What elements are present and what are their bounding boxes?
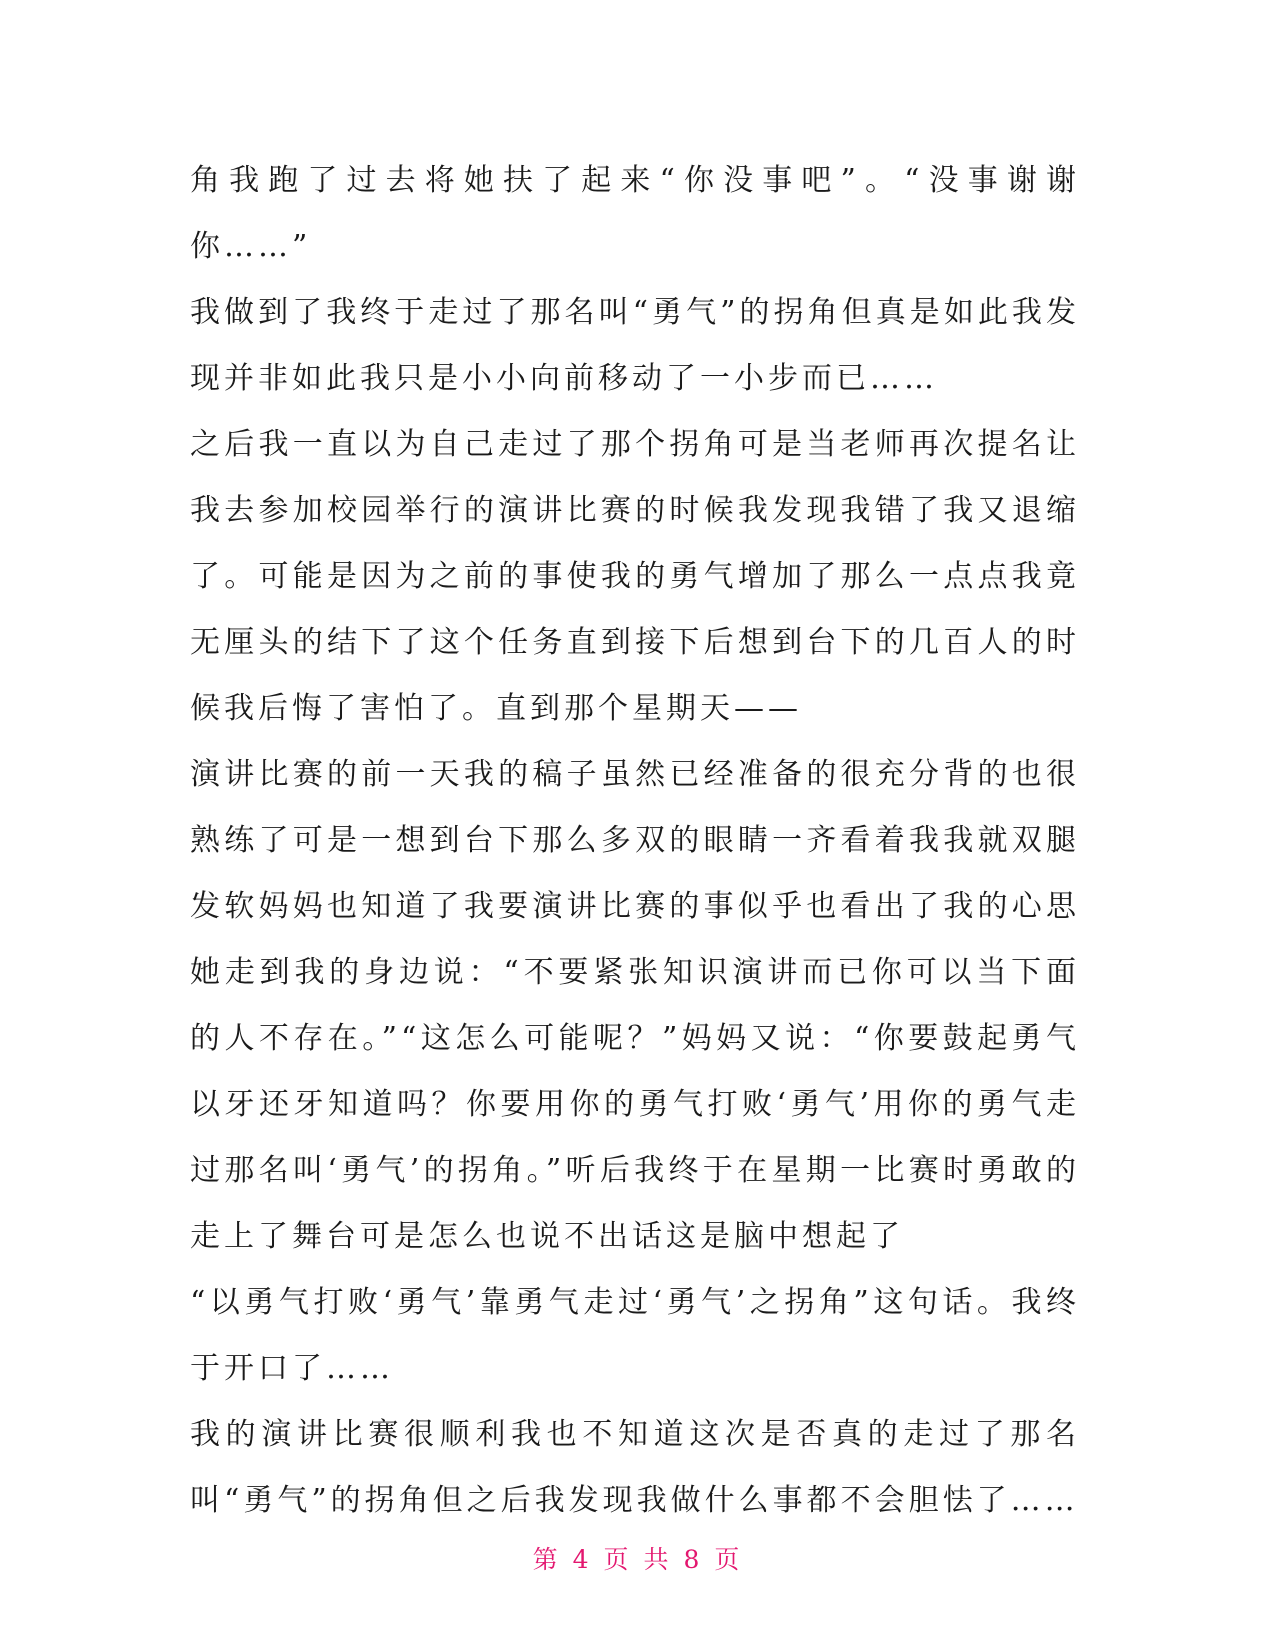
document-body	[190, 148, 1080, 1534]
paragraph-3: 之后我一直以为自己走过了那个拐角可是当老师再次提名让我去参加校园举行的演讲比赛的时候我发现我错了我又退缩了。可能是因为之前的事使我的勇气增加了那么一点点我竟无厘头的结下了这个任务直到接下后想到台下的几百人的时候我后悔了害怕了。直到那个星期天——	[190, 427, 1080, 726]
paragraph-5: “以勇气打败‘勇气’靠勇气走过‘勇气’之拐角”这句话。我终于开口了……	[190, 1285, 1080, 1386]
paragraph-2: 我做到了我终于走过了那名叫“勇气”的拐角但真是如此我发现并非如此我只是小小向前移动了一小步而已……	[190, 295, 1080, 396]
paragraph-1: 角我跑了过去将她扶了起来“你没事吧”。“没事谢谢你……”	[190, 163, 1080, 264]
footer-page-number: 4	[572, 1545, 592, 1574]
footer-ye-2: 页	[714, 1545, 743, 1574]
paragraph-6: 我的演讲比赛很顺利我也不知道这次是否真的走过了那名叫“勇气”的拐角但之后我发现我做什么事都不会胆怯了……	[190, 1417, 1080, 1518]
footer-di: 第	[532, 1545, 561, 1574]
page-footer	[0, 1540, 1275, 1576]
footer-total-pages: 8	[683, 1545, 703, 1574]
paragraph-4: 演讲比赛的前一天我的稿子虽然已经准备的很充分背的也很熟练了可是一想到台下那么多双的眼睛一齐看着我我就双腿发软妈妈也知道了我要演讲比赛的事似乎也看出了我的心思她走到我的身边说：“不要紧张知识演讲而已你可以当下面的人不存在。”“这怎么可能呢？”妈妈又说：“你要鼓起勇气以牙还牙知道吗？你要用你的勇气打败‘勇气’用你的勇气走过那名叫‘勇气’的拐角。”听后我终于在星期一比赛时勇敢的走上了舞台可是怎么也说不出话这是脑中想起了	[190, 757, 1080, 1254]
footer-gong: 共	[643, 1545, 672, 1574]
footer-ye: 页	[603, 1545, 632, 1574]
